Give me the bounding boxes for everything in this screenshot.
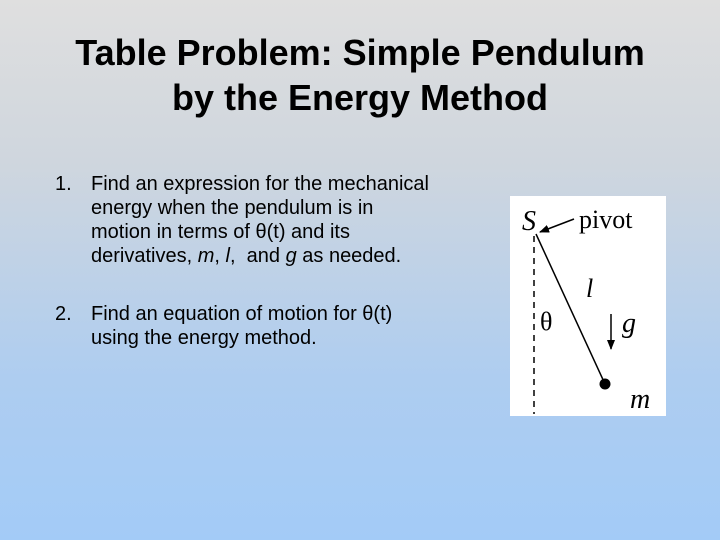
text-fragment: as needed. (296, 245, 402, 267)
slide-title (0, 30, 720, 120)
text-fragment: derivatives, (91, 245, 198, 267)
slide-title-line-2: by the Energy Method (171, 77, 549, 118)
mass-symbol: m (197, 245, 215, 267)
problem-line (91, 244, 505, 268)
problem-item-2 (55, 302, 505, 350)
gravity-label: g (622, 308, 636, 339)
pendulum-figure (510, 196, 666, 416)
mass-label: m (630, 384, 651, 415)
problem-item-1 (55, 172, 505, 268)
slide-title-line-1: Table Problem: Simple Pendulum (75, 32, 645, 73)
s-label: S (522, 206, 536, 237)
text-fragment: , and (229, 245, 286, 267)
problem-text (91, 302, 505, 350)
text-fragment: , (214, 245, 226, 267)
pendulum-diagram (510, 196, 666, 416)
pivot-arrow (540, 219, 574, 232)
problem-line: motion in terms of θ(t) and its (91, 221, 350, 243)
problem-line: energy when the pendulum is in (91, 197, 374, 219)
pendulum-bob (600, 379, 611, 390)
length-label: l (586, 274, 594, 303)
theta-label: θ (540, 307, 553, 336)
problem-text (91, 172, 505, 268)
problem-line: using the energy method. (91, 327, 317, 349)
problem-line: Find an equation of motion for θ(t) (91, 303, 393, 325)
gravity-symbol: g (285, 245, 297, 267)
problem-number: 2. (55, 303, 72, 325)
problem-list (55, 172, 505, 350)
problem-number: 1. (55, 173, 72, 195)
problem-line: Find an expression for the mechanical (91, 173, 429, 195)
length-symbol: l (225, 245, 230, 267)
pivot-label: pivot (579, 205, 633, 234)
